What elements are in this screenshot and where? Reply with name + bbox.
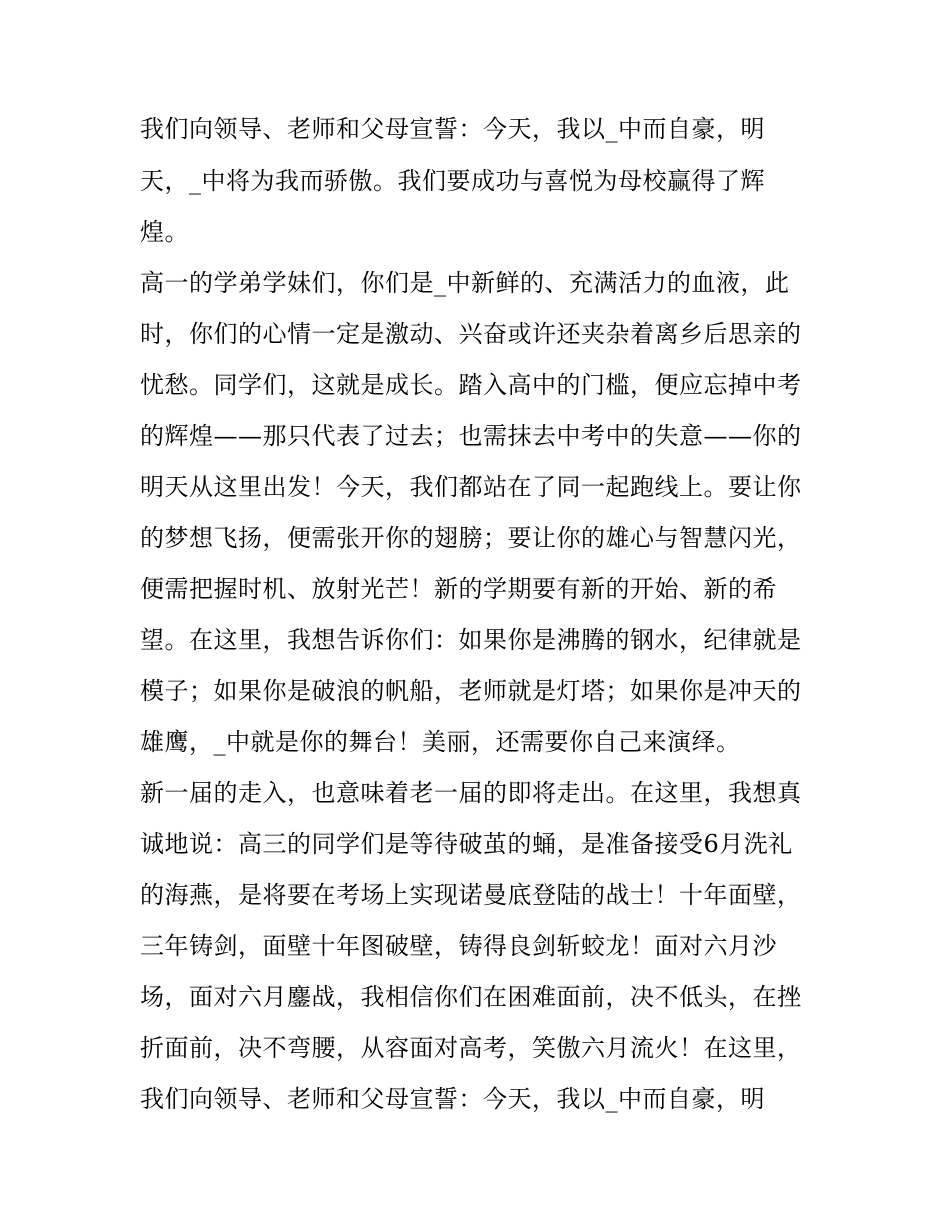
text-line: 我们向领导、老师和父母宣誓：今天，我以_中而自豪，明 [140,1085,765,1113]
text-line: 望。在这里，我想告诉你们：如果你是沸腾的钢水，纪律就是 [140,626,802,654]
text-line: 三年铸剑，面壁十年图破壁，铸得良剑斩蛟龙！面对六月沙 [140,932,777,960]
text-line: 高一的学弟学妹们，你们是_中新鲜的、充满活力的血液，此 [140,269,790,297]
text-line: 的辉煌——那只代表了过去；也需抹去中考中的失意——你的 [140,422,802,450]
text-line: 明天从这里出发！今天，我们都站在了同一起跑线上。要让你 [140,473,802,501]
text-line: 的海燕，是将要在考场上实现诺曼底登陆的战士！十年面壁， [140,881,802,909]
text-line: 的梦想飞扬，便需张开你的翅膀；要让你的雄心与智慧闪光， [140,524,802,552]
text-line: 新一届的走入，也意味着老一届的即将走出。在这里，我想真 [140,779,802,807]
text-line: 模子；如果你是破浪的帆船，老师就是灯塔；如果你是冲天的 [140,677,802,705]
text-line: 时，你们的心情一定是激动、兴奋或许还夹杂着离乡后思亲的 [140,320,802,348]
text-line: 场，面对六月鏖战，我相信你们在困难面前，决不低头，在挫 [140,983,802,1011]
text-line: 诚地说：高三的同学们是等待破茧的蛹，是准备接受6月洗礼 [140,830,793,858]
text-line: 天，_中将为我而骄傲。我们要成功与喜悦为母校赢得了辉 [140,167,765,195]
text-line: 忧愁。同学们，这就是成长。踏入高中的门槛，便应忘掉中考 [140,371,802,399]
text-line: 雄鹰，_中就是你的舞台！美丽，还需要你自己来演绎。 [140,728,741,756]
text-line: 煌。 [140,218,189,246]
text-line: 我们向领导、老师和父母宣誓：今天，我以_中而自豪，明 [140,115,765,143]
text-line: 便需把握时机、放射光芒！新的学期要有新的开始、新的希 [140,575,777,603]
text-line: 折面前，决不弯腰，从容面对高考，笑傲六月流火！在这里， [140,1034,802,1062]
